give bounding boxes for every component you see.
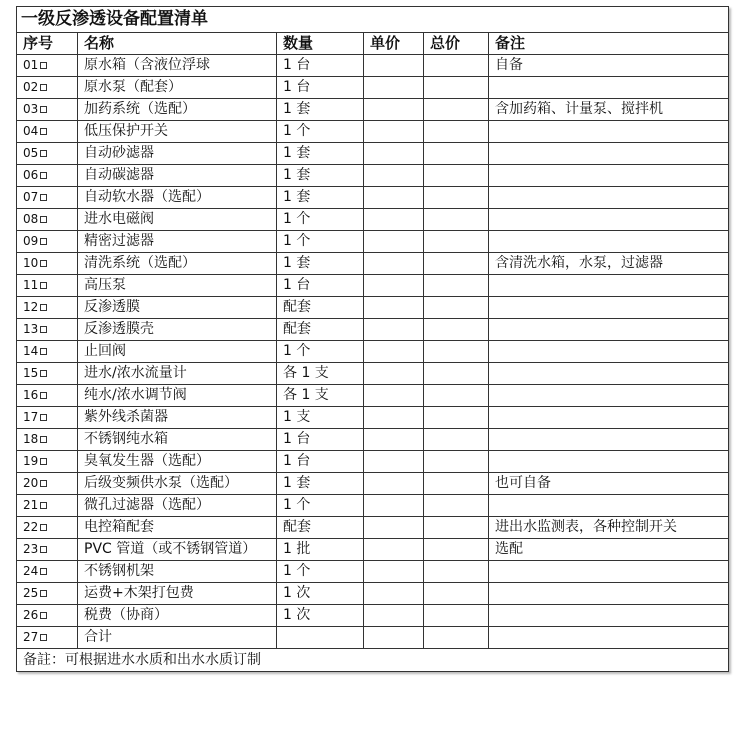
unit-price bbox=[364, 297, 424, 319]
row-number-text: 15 bbox=[23, 366, 39, 380]
total-price bbox=[424, 165, 489, 187]
unit-price bbox=[364, 99, 424, 121]
unit-price bbox=[364, 363, 424, 385]
item-note bbox=[489, 583, 729, 605]
item-note bbox=[489, 231, 729, 253]
row-number bbox=[17, 385, 78, 407]
square-icon bbox=[40, 304, 47, 311]
table-row bbox=[17, 473, 729, 495]
row-number bbox=[17, 319, 78, 341]
unit-price bbox=[364, 429, 424, 451]
item-qty: 1 套 bbox=[277, 143, 364, 165]
row-number bbox=[17, 561, 78, 583]
unit-price bbox=[364, 627, 424, 649]
total-price bbox=[424, 429, 489, 451]
table-row bbox=[17, 495, 729, 517]
table-row bbox=[17, 99, 729, 121]
square-icon bbox=[40, 106, 47, 113]
header-row bbox=[17, 33, 729, 55]
table-row bbox=[17, 539, 729, 561]
square-icon bbox=[40, 216, 47, 223]
row-number-text: 09 bbox=[23, 234, 39, 248]
unit-price bbox=[364, 473, 424, 495]
square-icon bbox=[40, 62, 47, 69]
unit-price bbox=[364, 165, 424, 187]
item-name: 低压保护开关 bbox=[78, 121, 277, 143]
row-number bbox=[17, 539, 78, 561]
total-price bbox=[424, 583, 489, 605]
square-icon bbox=[40, 480, 47, 487]
unit-price bbox=[364, 275, 424, 297]
item-name: 反渗透膜 bbox=[78, 297, 277, 319]
table-row bbox=[17, 143, 729, 165]
square-icon bbox=[40, 568, 47, 575]
item-name: 合计 bbox=[78, 627, 277, 649]
row-number-text: 06 bbox=[23, 168, 39, 182]
unit-price bbox=[364, 77, 424, 99]
table-row bbox=[17, 121, 729, 143]
table-row bbox=[17, 253, 729, 275]
item-qty: 1 批 bbox=[277, 539, 364, 561]
row-number-text: 14 bbox=[23, 344, 39, 358]
row-number-text: 04 bbox=[23, 124, 39, 138]
unit-price bbox=[364, 539, 424, 561]
total-price bbox=[424, 473, 489, 495]
item-name: 不锈钢纯水箱 bbox=[78, 429, 277, 451]
item-name: 微孔过滤器（选配） bbox=[78, 495, 277, 517]
total-price bbox=[424, 517, 489, 539]
item-note bbox=[489, 209, 729, 231]
total-price bbox=[424, 275, 489, 297]
item-name: 反渗透膜壳 bbox=[78, 319, 277, 341]
row-number-text: 27 bbox=[23, 630, 39, 644]
item-note bbox=[489, 121, 729, 143]
total-price bbox=[424, 341, 489, 363]
item-name: 臭氧发生器（选配） bbox=[78, 451, 277, 473]
row-number-text: 21 bbox=[23, 498, 39, 512]
row-number bbox=[17, 341, 78, 363]
item-name: 纯水/浓水调节阀 bbox=[78, 385, 277, 407]
row-number-text: 12 bbox=[23, 300, 39, 314]
row-number bbox=[17, 517, 78, 539]
total-price bbox=[424, 561, 489, 583]
item-note: 进出水监测表，各种控制开关 bbox=[489, 517, 729, 539]
row-number-text: 20 bbox=[23, 476, 39, 490]
total-price bbox=[424, 627, 489, 649]
total-price bbox=[424, 451, 489, 473]
table-row bbox=[17, 231, 729, 253]
row-number-text: 01 bbox=[23, 58, 39, 72]
item-name: 后级变频供水泵（选配） bbox=[78, 473, 277, 495]
square-icon bbox=[40, 260, 47, 267]
square-icon bbox=[40, 238, 47, 245]
table-row bbox=[17, 627, 729, 649]
square-icon bbox=[40, 502, 47, 509]
row-number bbox=[17, 429, 78, 451]
table-row bbox=[17, 605, 729, 627]
item-qty: 1 套 bbox=[277, 473, 364, 495]
item-name: 自动砂滤器 bbox=[78, 143, 277, 165]
square-icon bbox=[40, 612, 47, 619]
item-qty: 1 个 bbox=[277, 341, 364, 363]
total-price bbox=[424, 363, 489, 385]
item-note bbox=[489, 495, 729, 517]
square-icon bbox=[40, 194, 47, 201]
header-no: 序号 bbox=[17, 33, 78, 55]
item-note bbox=[489, 605, 729, 627]
item-qty: 各 1 支 bbox=[277, 363, 364, 385]
row-number-text: 16 bbox=[23, 388, 39, 402]
unit-price bbox=[364, 583, 424, 605]
row-number bbox=[17, 77, 78, 99]
item-note bbox=[489, 561, 729, 583]
table-row bbox=[17, 363, 729, 385]
item-note bbox=[489, 77, 729, 99]
item-note bbox=[489, 319, 729, 341]
item-name: 精密过滤器 bbox=[78, 231, 277, 253]
table-row bbox=[17, 341, 729, 363]
item-note: 选配 bbox=[489, 539, 729, 561]
table-row bbox=[17, 385, 729, 407]
unit-price bbox=[364, 385, 424, 407]
row-number-text: 24 bbox=[23, 564, 39, 578]
row-number-text: 23 bbox=[23, 542, 39, 556]
item-note bbox=[489, 341, 729, 363]
unit-price bbox=[364, 561, 424, 583]
unit-price bbox=[364, 253, 424, 275]
square-icon bbox=[40, 524, 47, 531]
item-qty: 1 支 bbox=[277, 407, 364, 429]
header-name: 名称 bbox=[78, 33, 277, 55]
item-note bbox=[489, 143, 729, 165]
row-number bbox=[17, 407, 78, 429]
item-qty: 1 次 bbox=[277, 605, 364, 627]
item-name: 自动碳滤器 bbox=[78, 165, 277, 187]
row-number bbox=[17, 473, 78, 495]
total-price bbox=[424, 143, 489, 165]
item-qty: 1 个 bbox=[277, 121, 364, 143]
table-row bbox=[17, 187, 729, 209]
item-note bbox=[489, 627, 729, 649]
row-number bbox=[17, 627, 78, 649]
item-qty: 1 台 bbox=[277, 451, 364, 473]
item-note: 也可自备 bbox=[489, 473, 729, 495]
item-qty: 1 个 bbox=[277, 209, 364, 231]
row-number bbox=[17, 495, 78, 517]
square-icon bbox=[40, 150, 47, 157]
header-qty: 数量 bbox=[277, 33, 364, 55]
unit-price bbox=[364, 495, 424, 517]
total-price bbox=[424, 319, 489, 341]
item-qty: 1 套 bbox=[277, 99, 364, 121]
table-row bbox=[17, 77, 729, 99]
row-number bbox=[17, 231, 78, 253]
header-total-price: 总价 bbox=[424, 33, 489, 55]
table-row bbox=[17, 319, 729, 341]
total-price bbox=[424, 297, 489, 319]
row-number-text: 07 bbox=[23, 190, 39, 204]
row-number-text: 03 bbox=[23, 102, 39, 116]
row-number-text: 26 bbox=[23, 608, 39, 622]
item-name: 电控箱配套 bbox=[78, 517, 277, 539]
table-row bbox=[17, 429, 729, 451]
item-note bbox=[489, 165, 729, 187]
item-qty: 1 台 bbox=[277, 429, 364, 451]
square-icon bbox=[40, 370, 47, 377]
table-row bbox=[17, 275, 729, 297]
item-name: 止回阀 bbox=[78, 341, 277, 363]
item-note bbox=[489, 451, 729, 473]
row-number bbox=[17, 99, 78, 121]
table-row bbox=[17, 55, 729, 77]
item-note bbox=[489, 187, 729, 209]
table-row bbox=[17, 451, 729, 473]
row-number bbox=[17, 605, 78, 627]
total-price bbox=[424, 539, 489, 561]
total-price bbox=[424, 209, 489, 231]
square-icon bbox=[40, 84, 47, 91]
row-number-text: 22 bbox=[23, 520, 39, 534]
footer-note: 备註：可根据进水水质和出水水质订制 bbox=[17, 649, 729, 672]
row-number-text: 17 bbox=[23, 410, 39, 424]
square-icon bbox=[40, 326, 47, 333]
item-name: 税费（协商） bbox=[78, 605, 277, 627]
unit-price bbox=[364, 187, 424, 209]
item-note: 含加药箱、计量泵、搅拌机 bbox=[489, 99, 729, 121]
row-number bbox=[17, 253, 78, 275]
unit-price bbox=[364, 451, 424, 473]
item-note bbox=[489, 275, 729, 297]
item-qty: 各 1 支 bbox=[277, 385, 364, 407]
total-price bbox=[424, 495, 489, 517]
square-icon bbox=[40, 458, 47, 465]
total-price bbox=[424, 99, 489, 121]
item-qty: 1 台 bbox=[277, 275, 364, 297]
square-icon bbox=[40, 282, 47, 289]
row-number bbox=[17, 209, 78, 231]
item-qty: 1 台 bbox=[277, 55, 364, 77]
row-number-text: 13 bbox=[23, 322, 39, 336]
row-number-text: 10 bbox=[23, 256, 39, 270]
item-name: 进水电磁阀 bbox=[78, 209, 277, 231]
unit-price bbox=[364, 231, 424, 253]
header-note: 备注 bbox=[489, 33, 729, 55]
item-qty: 1 个 bbox=[277, 561, 364, 583]
square-icon bbox=[40, 414, 47, 421]
total-price bbox=[424, 231, 489, 253]
total-price bbox=[424, 605, 489, 627]
square-icon bbox=[40, 172, 47, 179]
item-qty: 配套 bbox=[277, 517, 364, 539]
item-qty: 1 个 bbox=[277, 231, 364, 253]
square-icon bbox=[40, 128, 47, 135]
unit-price bbox=[364, 209, 424, 231]
square-icon bbox=[40, 590, 47, 597]
table-row bbox=[17, 297, 729, 319]
square-icon bbox=[40, 436, 47, 443]
item-qty: 1 套 bbox=[277, 187, 364, 209]
row-number-text: 02 bbox=[23, 80, 39, 94]
item-note bbox=[489, 407, 729, 429]
unit-price bbox=[364, 517, 424, 539]
total-price bbox=[424, 187, 489, 209]
item-name: PVC 管道（或不锈钢管道） bbox=[78, 539, 277, 561]
item-qty: 配套 bbox=[277, 297, 364, 319]
item-qty: 1 台 bbox=[277, 77, 364, 99]
item-note bbox=[489, 363, 729, 385]
item-qty: 配套 bbox=[277, 319, 364, 341]
square-icon bbox=[40, 546, 47, 553]
row-number bbox=[17, 143, 78, 165]
row-number-text: 11 bbox=[23, 278, 39, 292]
unit-price bbox=[364, 55, 424, 77]
total-price bbox=[424, 55, 489, 77]
item-name: 运费+木架打包费 bbox=[78, 583, 277, 605]
item-qty: 1 个 bbox=[277, 495, 364, 517]
table-row bbox=[17, 517, 729, 539]
row-number bbox=[17, 451, 78, 473]
table-row bbox=[17, 209, 729, 231]
total-price bbox=[424, 385, 489, 407]
total-price bbox=[424, 121, 489, 143]
square-icon bbox=[40, 392, 47, 399]
square-icon bbox=[40, 634, 47, 641]
row-number bbox=[17, 55, 78, 77]
footer-row bbox=[17, 649, 729, 672]
table-row bbox=[17, 165, 729, 187]
row-number bbox=[17, 297, 78, 319]
square-icon bbox=[40, 348, 47, 355]
unit-price bbox=[364, 143, 424, 165]
row-number bbox=[17, 165, 78, 187]
unit-price bbox=[364, 319, 424, 341]
unit-price bbox=[364, 407, 424, 429]
unit-price bbox=[364, 121, 424, 143]
row-number bbox=[17, 275, 78, 297]
item-qty: 1 次 bbox=[277, 583, 364, 605]
unit-price bbox=[364, 605, 424, 627]
item-note bbox=[489, 429, 729, 451]
row-number bbox=[17, 583, 78, 605]
item-name: 不锈钢机架 bbox=[78, 561, 277, 583]
table-row bbox=[17, 407, 729, 429]
table-title: 一级反渗透设备配置清单 bbox=[17, 7, 729, 33]
row-number-text: 25 bbox=[23, 586, 39, 600]
item-name: 进水/浓水流量计 bbox=[78, 363, 277, 385]
item-name: 原水箱（含液位浮球 bbox=[78, 55, 277, 77]
header-unit-price: 单价 bbox=[364, 33, 424, 55]
row-number-text: 05 bbox=[23, 146, 39, 160]
total-price bbox=[424, 407, 489, 429]
item-note bbox=[489, 297, 729, 319]
row-number-text: 08 bbox=[23, 212, 39, 226]
item-name: 紫外线杀菌器 bbox=[78, 407, 277, 429]
item-note: 自备 bbox=[489, 55, 729, 77]
unit-price bbox=[364, 341, 424, 363]
item-name: 原水泵（配套） bbox=[78, 77, 277, 99]
total-price bbox=[424, 253, 489, 275]
row-number-text: 18 bbox=[23, 432, 39, 446]
row-number bbox=[17, 363, 78, 385]
item-name: 自动软水器（选配） bbox=[78, 187, 277, 209]
item-name: 高压泵 bbox=[78, 275, 277, 297]
equipment-list-table bbox=[16, 6, 729, 672]
row-number-text: 19 bbox=[23, 454, 39, 468]
item-qty: 1 套 bbox=[277, 165, 364, 187]
item-note: 含清洗水箱，水泵，过滤器 bbox=[489, 253, 729, 275]
item-name: 清洗系统（选配） bbox=[78, 253, 277, 275]
item-name: 加药系统（选配） bbox=[78, 99, 277, 121]
row-number bbox=[17, 121, 78, 143]
total-price bbox=[424, 77, 489, 99]
item-qty bbox=[277, 627, 364, 649]
row-number bbox=[17, 187, 78, 209]
table-row bbox=[17, 561, 729, 583]
item-note bbox=[489, 385, 729, 407]
table-row bbox=[17, 583, 729, 605]
item-qty: 1 套 bbox=[277, 253, 364, 275]
